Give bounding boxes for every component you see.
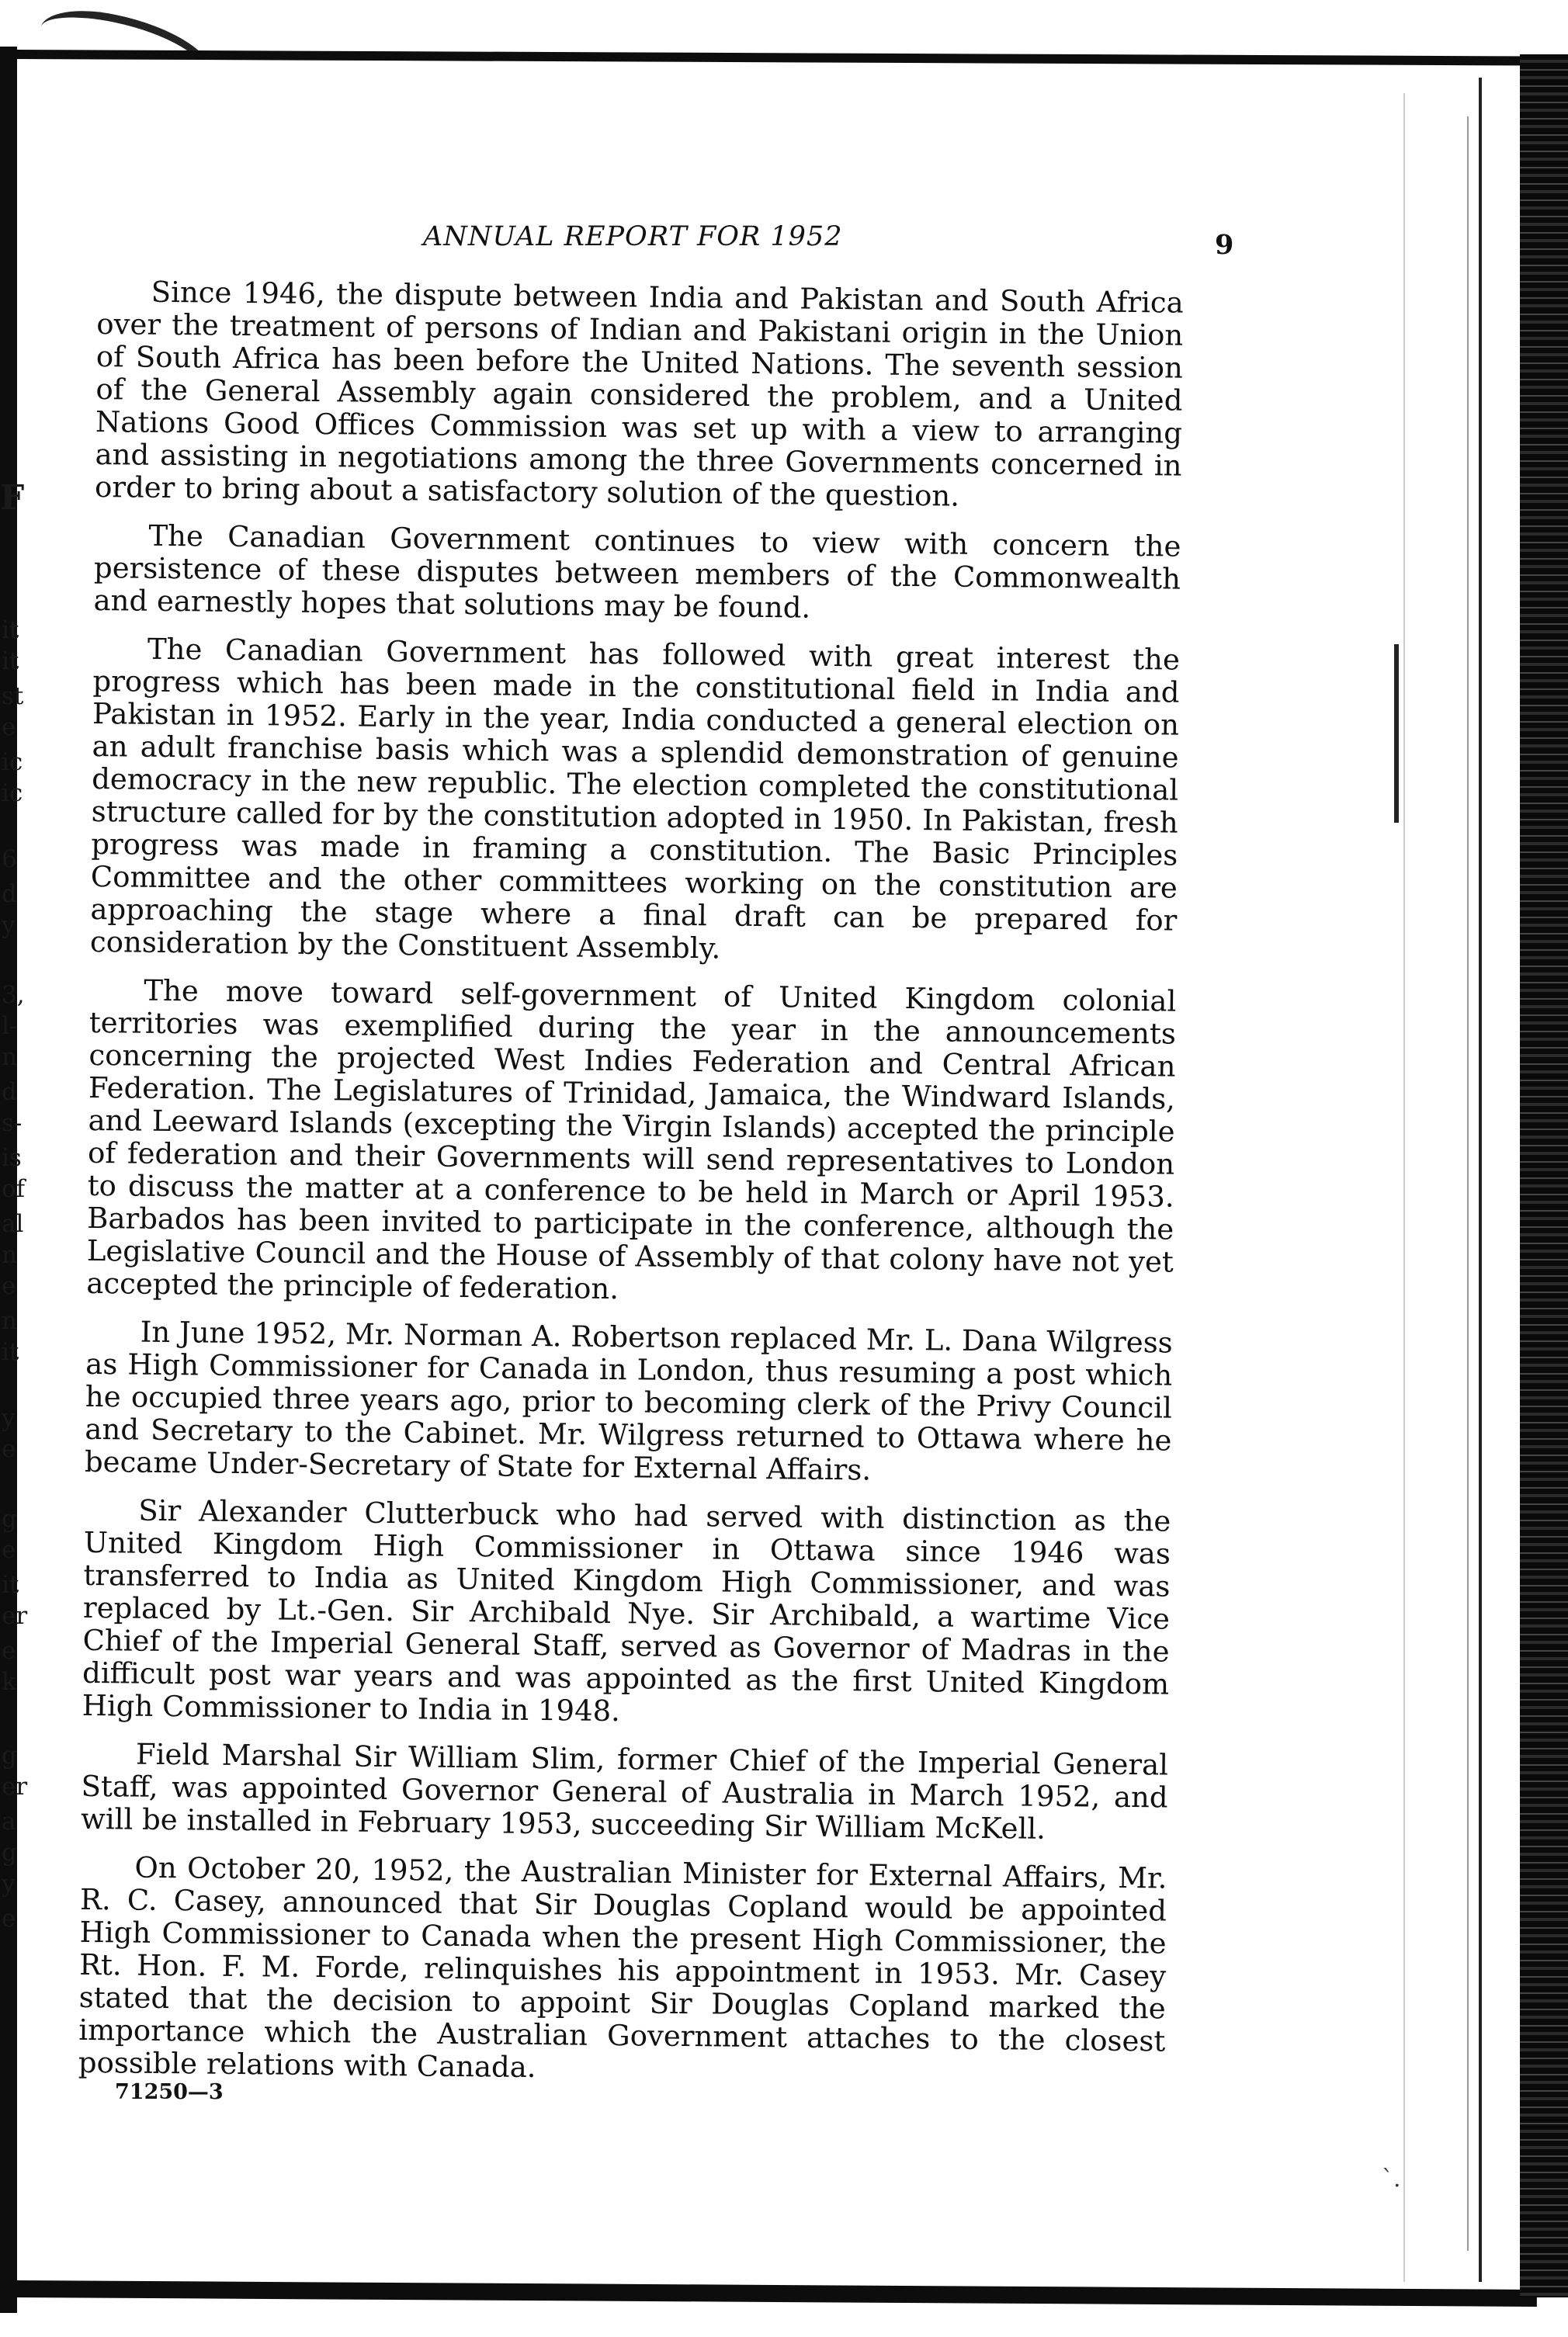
facing-page-fragment: n — [2, 1307, 17, 1335]
facing-page-fragment: it — [2, 1338, 19, 1366]
margin-speck: `. — [1382, 2165, 1401, 2193]
paragraph: In June 1952, Mr. Norman A. Robertson replaced Mr. L. Dana Wilgress as High Commissioner for Canada in London, thus resuming a post which he occupied three years ago, prior to becoming clerk of the Privy Council and Secretary to the Cabinet. Mr. Wilgress returned to Ottawa where he became Under-Secretary of State for External Affairs. — [84, 1315, 1173, 1487]
facing-page-fragment: y — [2, 911, 16, 939]
margin-mark — [1394, 644, 1399, 823]
facing-page-fragment: e — [2, 713, 16, 741]
paragraph: Field Marshal Sir William Slim, former Chief of the Imperial General Staff, was appointed Governor General of Australia in March 1952, and will be installed in February 1953, succeeding Sir William McKell. — [80, 1737, 1169, 1846]
facing-page-fragment: n — [2, 1043, 17, 1071]
facing-page-fragment: e — [2, 1637, 16, 1665]
page-header — [97, 221, 1234, 268]
page-number: 9 — [1215, 229, 1234, 261]
paragraph: Sir Alexander Clutterbuck who had served with distinction as the United Kingdom High Commissioner in Ottawa since 1946 was transferred to India as United Kingdom High Commissioner, and was replaced by Lt.-Gen. Sir Archibald Nye. Sir Archibald, a wartime Vice Chief of the Imperial General Staff, served as Governor of Madras in the difficult post war years and was appointed as the first United Kingdom High Commissioner to India in 1948. — [82, 1493, 1171, 1728]
facing-page-fragment: g — [2, 1505, 17, 1533]
facing-page-fragment: al — [2, 1210, 24, 1238]
book-binding-edge — [1520, 54, 1568, 2297]
paragraph: The Canadian Government continues to view with concern the persistence of these disputes between members of the Commonwealth and earnestly hopes that solutions may be found. — [93, 518, 1181, 625]
facing-page-fragment: e — [2, 1536, 16, 1564]
facing-page-fragment: y — [2, 1404, 16, 1432]
facing-page-fragment: d — [2, 880, 17, 908]
facing-page-fragment: F — [0, 478, 25, 518]
printer-signature-mark: 71250—3 — [115, 2080, 224, 2104]
facing-page-fragment: s- — [2, 1109, 23, 1137]
document-page — [78, 221, 1234, 2095]
facing-page-fragment: er — [2, 1773, 28, 1801]
facing-page-fragment: it — [2, 647, 19, 675]
paragraph: Since 1946, the dispute between India and Pakistan and South Africa over the treatment of persons of Indian and Pakistani origin in the Union of South Africa has been before the United Nations. The seventh session of the General Assembly again considered the problem, and a United Nations Good Offices Commission was set up with a view to arranging and assisting in negotiations among the three Governments concerned in order to bring about a satisfactory solution of the question. — [94, 275, 1184, 513]
facing-page-fragment: it — [2, 616, 19, 644]
facing-page-fragment: e — [2, 1905, 16, 1933]
facing-page-fragment: y — [2, 1870, 16, 1898]
facing-page-fragment: l- — [2, 1012, 18, 1040]
facing-page-fragment: ic — [2, 748, 23, 776]
facing-page-fragment: g — [2, 1839, 17, 1867]
facing-page-fragment: of — [2, 1175, 26, 1203]
facing-page-fragment: 6 — [2, 845, 17, 873]
facing-page-fragment: a — [2, 1808, 16, 1836]
facing-page-fragment: st — [2, 682, 24, 710]
facing-page-fragment: e — [2, 1272, 16, 1300]
scan-top-edge — [16, 50, 1537, 66]
paragraph: On October 20, 1952, the Australian Minister for External Affairs, Mr. R. C. Casey, announced that Sir Douglas Copland would be appointed High Commissioner to Canada when the present High Commissioner, the Rt. Hon. F. M. Forde, relinquishes his appointment in 1953. Mr. Casey stated that the decision to appoint Sir Douglas Copland marked the importance which the Australian Government attaches to the closest possible relations with Canada. — [78, 1850, 1167, 2085]
body-text — [78, 276, 1184, 2091]
binding-inner-line — [1479, 78, 1482, 2282]
paragraph: The move toward self-government of United Kingdom colonial territories was exemplified during the year in the announcements concerning the projected West Indies Federation and Central African Federation. The Legislatures of Trinidad, Jamaica, the Windward Islands, and Leeward Islands (excepting the Virgin Islands) accepted the principle of federation and their Governments will send representatives to London to discuss the matter at a conference to be held in March or April 1953. Barbados has been invited to participate in the conference, although the Legislative Council and the House of Assembly of that colony have not yet accepted the principle of federation. — [86, 973, 1177, 1306]
running-head: ANNUAL REPORT FOR 1952 — [423, 221, 843, 252]
paragraph: The Canadian Government has followed with great interest the progress which has been made in the constitutional field in India and Pakistan in 1952. Early in the year, India conducted a general election on an adult franchise basis which was a splendid demonstration of genuine democracy in the new republic. The election completed the constitutional structure called for by the constitution adopted in 1950. In Pakistan, fresh progress was made in framing a constitution. The Basic Principles Committee and the other committees working on the constitution are approaching the stage where a final draft can be prepared for consideration by the Constituent Assembly. — [89, 632, 1181, 966]
facing-page-fragment: n — [2, 1241, 17, 1269]
facing-page-fragment: e — [2, 1435, 16, 1463]
scan-bottom-edge — [16, 2280, 1537, 2307]
facing-page-fragment: it — [2, 1571, 19, 1599]
facing-page-fragment: ic — [2, 779, 23, 807]
page-edge-shadow — [1403, 93, 1405, 2282]
scan-top-corner-curl — [32, 0, 221, 106]
facing-page-fragment: 3, — [2, 981, 25, 1009]
facing-page-fragment: g — [2, 1742, 17, 1770]
facing-page-fragment: d — [2, 1078, 17, 1106]
facing-page-fragments — [0, 0, 31, 2337]
facing-page-fragment: er — [2, 1602, 28, 1630]
facing-page-fragment: k — [2, 1668, 16, 1696]
facing-page-fragment: is — [2, 1144, 22, 1172]
binding-inner-line-faint — [1467, 116, 1469, 2251]
